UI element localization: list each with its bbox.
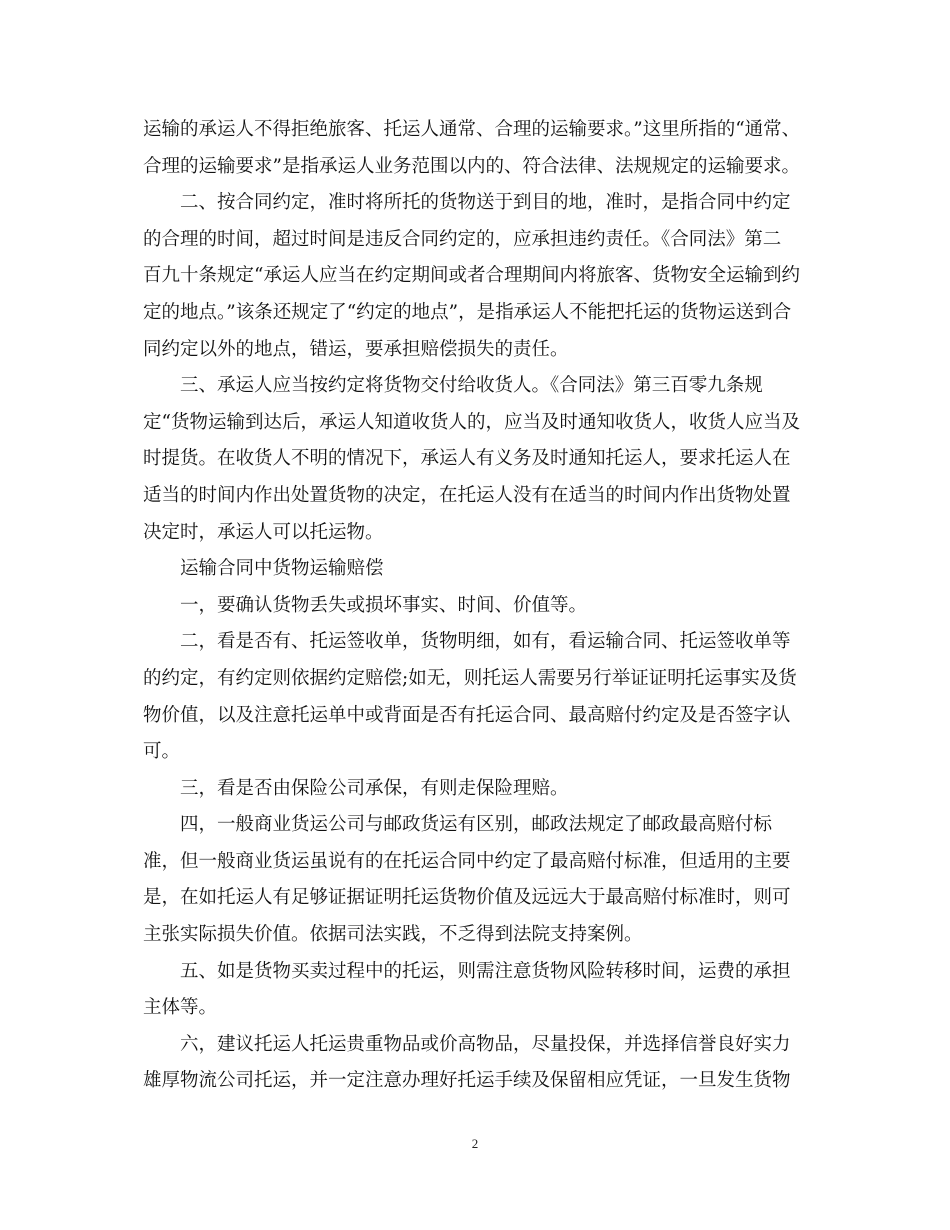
text-line: 合理的运输要求”是指承运人业务范围以内的、符合法律、法规规定的运输要求。 (143, 155, 800, 177)
text-line: 三，看是否由保险公司承保，有则走保险理赔。 (180, 777, 569, 799)
text-line: 雄厚物流公司托运，并一定注意办理好托运手续及保留相应凭证，一旦发生货物 (143, 1070, 791, 1092)
text-line: 适当的时间内作出处置货物的决定，在托运人没有在适当的时间内作出货物处置 (143, 484, 791, 506)
text-line: 二，看是否有、托运签收单，货物明细，如有，看运输合同、托运签收单等 (180, 631, 791, 653)
text-line: 主张实际损失价值。依据司法实践，不乏得到法院支持案例。 (143, 924, 643, 946)
text-line: 决定时，承运人可以托运物。 (143, 521, 384, 543)
text-line: 时提货。在收货人不明的情况下，承运人有义务及时通知托运人，要求托运人在 (143, 448, 791, 470)
text-line: 二、按合同约定，准时将所托的货物送于到目的地，准时，是指合同中约定 (180, 192, 791, 214)
text-line: 同约定以外的地点，错运，要承担赔偿损失的责任。 (143, 338, 569, 360)
text-line: 四，一般商业货运公司与邮政货运有区别，邮政法规定了邮政最高赔付标 (180, 814, 773, 836)
text-line: 三、承运人应当按约定将货物交付给收货人。《合同法》第三百零九条规 (180, 375, 763, 397)
text-line: 定的地点。”该条还规定了“约定的地点”，是指承运人不能把托运的货物运送到合 (143, 301, 792, 323)
page-number: 2 (471, 1136, 479, 1151)
text-line: 准，但一般商业货运虽说有的在托运合同中约定了最高赔付标准，但适用的主要 (143, 850, 791, 872)
text-line: 物价值，以及注意托运单中或背面是否有托运合同、最高赔付约定及是否签字认 (143, 704, 791, 726)
body-text (143, 112, 808, 1100)
text-line: 定“货物运输到达后，承运人知道收货人的，应当及时通知收货人，收货人应当及 (143, 411, 800, 433)
text-line: 运输合同中货物运输赔偿 (180, 558, 384, 580)
text-line: 可。 (143, 741, 181, 763)
text-line: 六，建议托运人托运贵重物品或价高物品，尽量投保，并选择信誉良好实力 (180, 1033, 791, 1055)
text-line: 是，在如托运人有足够证据证明托运货物价值及远远大于最高赔付标准时，则可 (143, 887, 791, 909)
text-line: 的合理的时间，超过时间是违反合同约定的，应承担违约责任。《合同法》第二 (143, 228, 782, 250)
text-line: 五、如是货物买卖过程中的托运，则需注意货物风险转移时间，运费的承担 (180, 960, 791, 982)
text-line: 主体等。 (143, 997, 218, 1019)
text-line: 百九十条规定“承运人应当在约定期间或者合理期间内将旅客、货物安全运输到约 (143, 265, 800, 287)
text-line: 的约定，有约定则依据约定赔偿;如无，则托运人需要另行举证证明托运事实及货 (143, 667, 797, 689)
text-line: 运输的承运人不得拒绝旅客、托运人通常、合理的运输要求。”这里所指的“通常、 (143, 119, 801, 140)
text-line: 一，要确认货物丢失或损坏事实、时间、价值等。 (180, 594, 588, 616)
